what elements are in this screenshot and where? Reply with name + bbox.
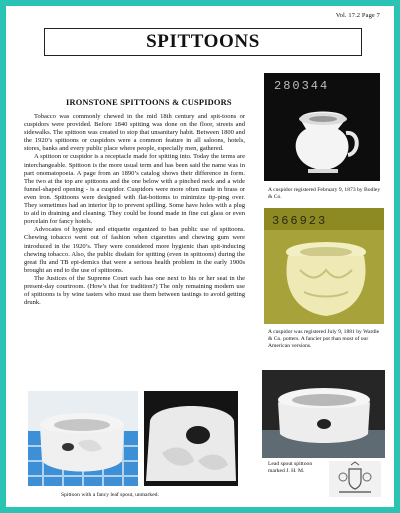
article-heading: IRONSTONE SPITTOONS & CUSPIDORS — [66, 98, 232, 107]
cuspidor-photo-1881 — [264, 208, 384, 324]
spittoon-photo-lead-spout — [262, 370, 385, 458]
registration-number-1881: 366923 — [272, 214, 328, 228]
caption-lead-spout: Lead spout spittoon marked J. H. M. — [268, 461, 313, 474]
spout-closeup-illustration — [144, 391, 238, 486]
page-title-box — [44, 28, 362, 56]
article-paragraph: A spittoon or cuspidor is a receptacle made for spitting into. Today the terms are interchangeable. Spittoon is the more usual term and has been said the name was in part onomatopoeia. A page from an 1890’s catalog shows their difference in form. The two at the top are spittoons and the one below with a pinched neck and a wide funnel-shaped opening - is a cuspidor. Cuspidors were more often made in brass or even iron. Spittoons were designed with flat-bottoms to minimize tip-ping over. They sometimes had an interior lip to prevent spilling. Some have holes with a plug to aid in draining and cleaning. They could be found made in fine cut glass or even porcelain for fancy hotels. — [24, 153, 245, 226]
article-body — [24, 113, 245, 307]
leaf-spout-spittoon-illustration — [28, 391, 138, 486]
volume-page-label: Vol. 17.2 Page 7 — [335, 12, 380, 19]
spittoon-photo-spout-closeup — [144, 391, 238, 486]
cuspidor-1873-illustration — [264, 73, 380, 181]
caption-cuspidor-1873: A cuspidor registered February 9, 1873 by Bodley & Co. — [268, 187, 381, 200]
page-title: SPITTOONS — [146, 31, 260, 52]
article-paragraph: The Justices of the Supreme Court each has one next to his or her seat in the present-day courtroom. (How’s that for tradition?) The only remaining modern use of spittoons is by wine tasters who must use them between tastings to avoid getting drunk. — [24, 274, 245, 307]
caption-leaf-spout: Spittoon with a fancy leaf spout, unmarked. — [61, 492, 159, 498]
cuspidor-1881-illustration — [264, 208, 384, 324]
lead-spout-spittoon-illustration — [262, 370, 385, 458]
article-paragraph: Tobacco was commonly chewed in the mid 18th century and spit-toons or cuspidors were provided. Before 1840 spitting was done on the floor, streets and sidewalks. The spittoon was created to stop that unsanitary habit. Between 1800 and the 1920’s spittoons or cuspidors were a common feature in all saloons, hotels, stores, banks and every public place where people, especially men, gathered. — [24, 113, 245, 153]
registration-number-1873: 280344 — [274, 79, 330, 93]
royal-arms-mark-illustration — [329, 461, 381, 497]
article-paragraph: Advocates of hygiene and etiquette organized to ban public use of spittoons. Chewing tobacco went out of fashion when cigarettes and chewing gum were introduced in the 1920’s. They were considered more hygienic than spit-inducing chewing tobacco. Also, the public disdain for spitting (even in spittoons) during the great flu and TB epi-demics that were a serious health problem in the early 1900s brought an end to the use of spittoons. — [24, 226, 245, 274]
spittoon-photo-leaf-spout — [28, 391, 138, 486]
makers-mark-photo — [329, 461, 381, 497]
caption-cuspidor-1881: A cuspidor was registered July 9, 1881 by Wardle & Co. potters. A fancier pot than most of our American versions. — [268, 329, 380, 349]
cuspidor-photo-1873 — [264, 73, 380, 181]
